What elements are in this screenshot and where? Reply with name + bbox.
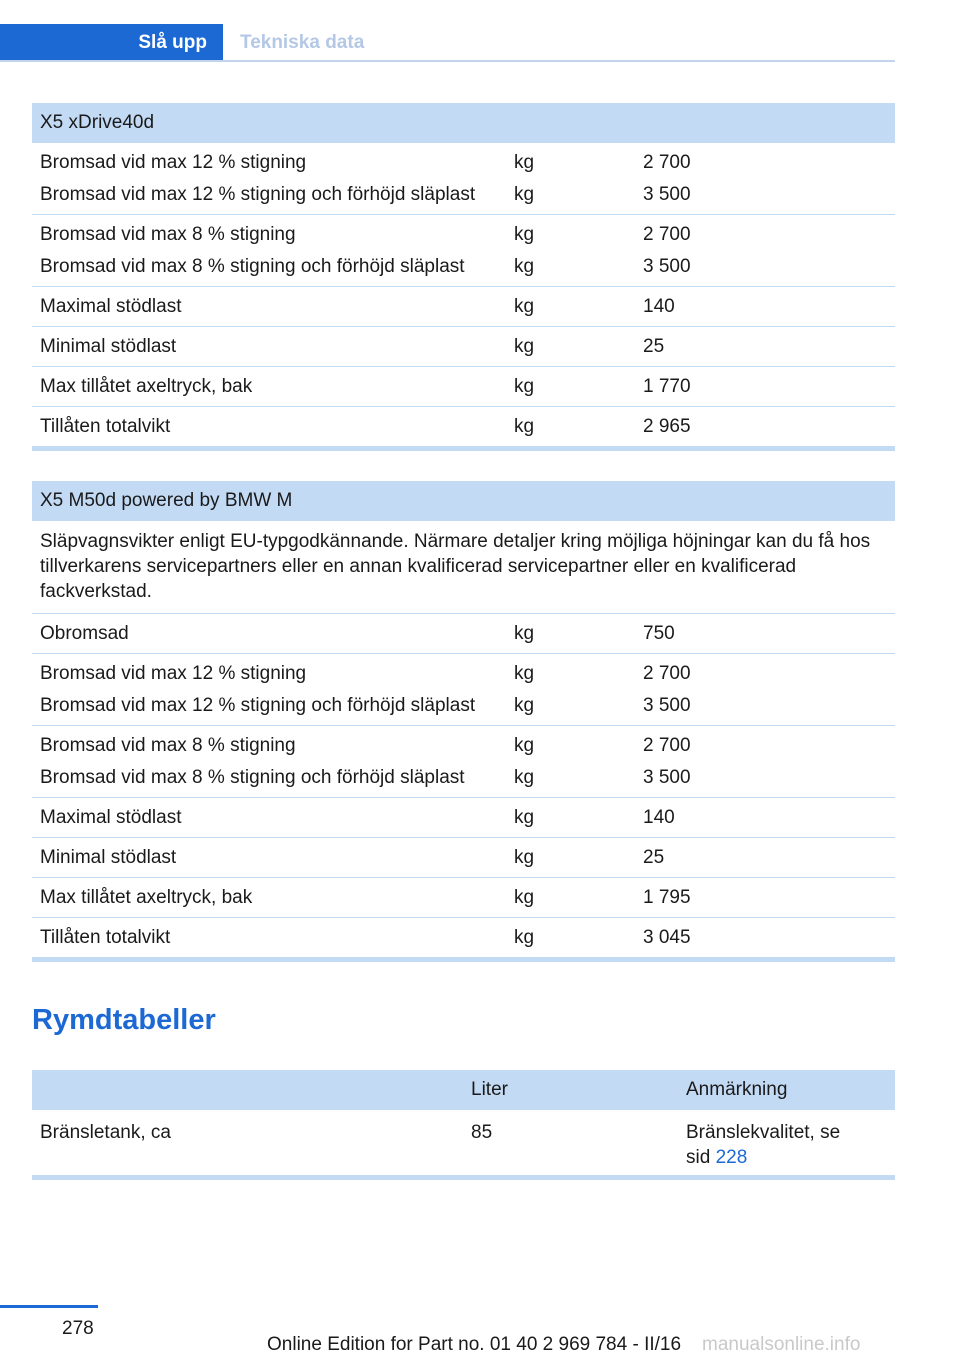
row-remark [686, 1120, 840, 1170]
row-label: Max tillåtet axeltryck, bak [40, 887, 253, 908]
section-title: Rymdtabeller [32, 1004, 216, 1036]
row-unit: kg [514, 927, 535, 948]
table-row [32, 143, 895, 215]
tab-tekniska-data[interactable]: Tekniska data [240, 32, 365, 53]
row-value: 140 [643, 807, 675, 828]
row-label: Max tillåtet axeltryck, bak [40, 376, 253, 397]
row-value: 2 965 [643, 416, 691, 437]
row-unit: kg [514, 847, 535, 868]
table-row [32, 614, 895, 654]
row-label: Tillåten totalvikt [40, 416, 171, 437]
page-header [0, 24, 895, 62]
table-row [32, 407, 895, 446]
table-end-bar [32, 957, 895, 962]
row-label: Tillåten totalvikt [40, 927, 171, 948]
table-end-bar [32, 446, 895, 451]
row-unit: kg [514, 695, 535, 716]
row-unit: kg [514, 376, 535, 397]
table-row [32, 327, 895, 367]
row-label: Bromsad vid max 8 % stigning och förhöjd släplast [40, 767, 465, 788]
row-unit: kg [514, 152, 535, 173]
table-title: X5 xDrive40d [32, 103, 895, 143]
row-label: Bränsletank, ca [40, 1122, 171, 1143]
row-unit: kg [514, 336, 535, 357]
page-number-line [0, 1305, 98, 1308]
table-volumes [32, 1070, 895, 1180]
row-value: 3 500 [643, 256, 691, 277]
row-label: Bromsad vid max 12 % stigning och förhöjd släplast [40, 695, 476, 716]
table-row [32, 654, 895, 726]
row-liter: 85 [471, 1122, 493, 1143]
row-label: Bromsad vid max 12 % stigning [40, 663, 307, 684]
row-unit: kg [514, 296, 535, 317]
row-value: 2 700 [643, 663, 691, 684]
table-row [32, 798, 895, 838]
row-label: Obromsad [40, 623, 129, 644]
table-title: X5 M50d powered by BMW M [32, 481, 895, 521]
row-value: 3 500 [643, 184, 691, 205]
row-label: Bromsad vid max 12 % stigning [40, 152, 307, 173]
header-divider [0, 60, 895, 62]
row-unit: kg [514, 623, 535, 644]
row-unit: kg [514, 735, 535, 756]
row-value: 2 700 [643, 224, 691, 245]
row-value: 140 [643, 296, 675, 317]
row-unit: kg [514, 767, 535, 788]
row-label: Maximal stödlast [40, 296, 182, 317]
table-x5-xdrive40d [32, 103, 895, 451]
row-value: 750 [643, 623, 675, 644]
row-label: Minimal stödlast [40, 336, 177, 357]
table-row [32, 1110, 895, 1175]
row-value: 25 [643, 336, 665, 357]
remark-text: Bränslekvalitet, se [686, 1122, 841, 1143]
table-header [32, 1070, 895, 1110]
remark-prefix: sid [686, 1147, 711, 1168]
row-label: Bromsad vid max 8 % stigning [40, 224, 296, 245]
table-row [32, 287, 895, 327]
table-row [32, 878, 895, 918]
table-row [32, 215, 895, 287]
row-value: 3 500 [643, 695, 691, 716]
watermark: manualsonline.info [702, 1334, 861, 1355]
row-value: 3 045 [643, 927, 691, 948]
row-label: Bromsad vid max 8 % stigning [40, 735, 296, 756]
row-value: 2 700 [643, 735, 691, 756]
row-label: Bromsad vid max 12 % stigning och förhöjd släplast [40, 184, 476, 205]
row-label: Maximal stödlast [40, 807, 182, 828]
row-unit: kg [514, 184, 535, 205]
col-header-remark: Anmärkning [686, 1079, 788, 1100]
table-row [32, 367, 895, 407]
row-label: Minimal stödlast [40, 847, 177, 868]
tab-sla-upp[interactable]: Slå upp [0, 24, 223, 62]
row-unit: kg [514, 807, 535, 828]
row-unit: kg [514, 256, 535, 277]
row-unit: kg [514, 887, 535, 908]
row-unit: kg [514, 416, 535, 437]
edition-note: Online Edition for Part no. 01 40 2 969 784 - II/16 [267, 1334, 682, 1355]
table-end-bar [32, 1175, 895, 1180]
row-label: Bromsad vid max 8 % stigning och förhöjd släplast [40, 256, 465, 277]
page-link[interactable]: 228 [715, 1147, 748, 1168]
row-unit: kg [514, 663, 535, 684]
row-value: 3 500 [643, 767, 691, 788]
table-x5-m50d [32, 481, 895, 962]
row-value: 1 795 [643, 887, 691, 908]
row-value: 2 700 [643, 152, 691, 173]
table-row [32, 726, 895, 798]
page-number: 278 [62, 1318, 94, 1339]
table-row [32, 918, 895, 957]
table-row [32, 838, 895, 878]
row-value: 25 [643, 847, 665, 868]
col-header-liter: Liter [471, 1079, 508, 1100]
table-note: Släpvagnsvikter enligt EU-typgodkännande. Närmare detaljer kring möjliga höjningar kan du få hos tillverkarens servicepartners eller en annan kvalificerad servicepartner eller en kvalificerad fackverkstad. [32, 521, 895, 614]
row-value: 1 770 [643, 376, 691, 397]
row-unit: kg [514, 224, 535, 245]
